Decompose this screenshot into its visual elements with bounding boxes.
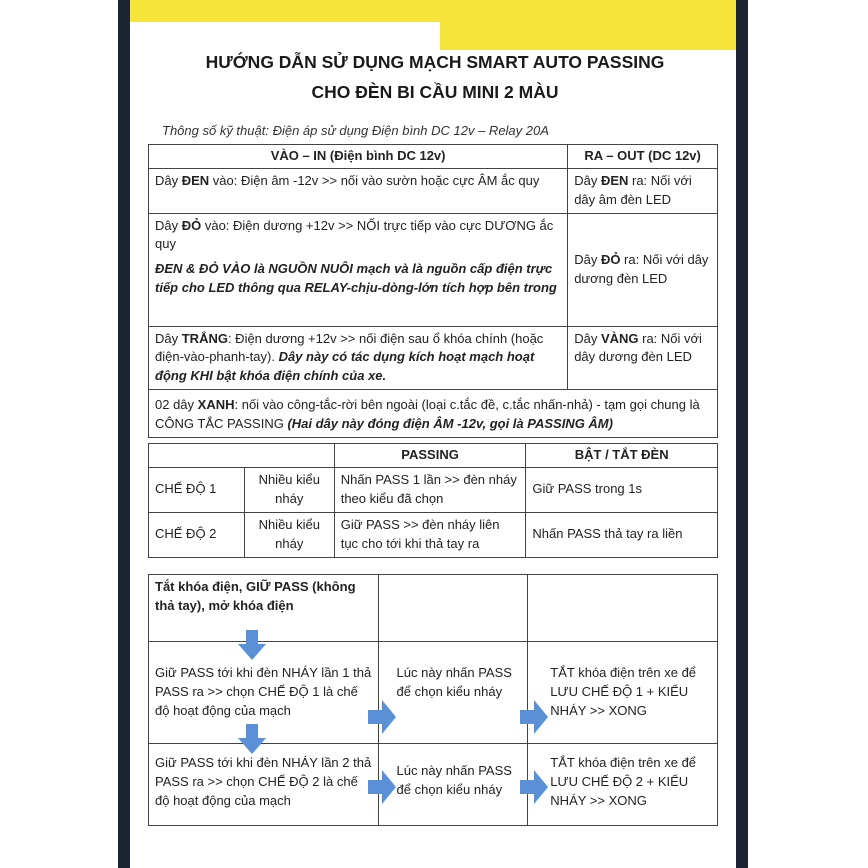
wire-red-out: Dây ĐỎ ra: Nối với dây dương đèn LED <box>568 213 718 326</box>
banner-cutout <box>130 22 440 30</box>
left-margin <box>0 0 128 868</box>
mode-onoff: Giữ PASS trong 1s <box>526 467 718 512</box>
yellow-banner-right <box>440 22 736 50</box>
table-row <box>149 642 718 744</box>
right-border <box>736 0 748 868</box>
arrow-right-icon <box>368 700 396 734</box>
table-row <box>149 744 718 826</box>
mode-kind: Nhiều kiểu nháy <box>244 512 334 557</box>
setup-table <box>148 574 718 826</box>
setup-mode1-pick: Lúc này nhấn PASS để chọn kiểu nháy <box>378 642 528 744</box>
arrow-right-icon <box>520 700 548 734</box>
mode-kind: Nhiều kiểu nháy <box>244 467 334 512</box>
mode-passing: Giữ PASS >> đèn nháy liên tục cho tới khi thả tay ra <box>334 512 526 557</box>
table-row <box>149 213 718 326</box>
wire-yellow-out: Dây VÀNG ra: Nối với dây dương đèn LED <box>568 326 718 390</box>
setup-mode2-select: Giữ PASS tới khi đèn NHÁY lần 2 thả PASS ra >> chọn CHẾ ĐỘ 2 là chế độ hoạt động của mạch <box>149 744 379 826</box>
header-passing: PASSING <box>334 444 526 468</box>
mode-onoff: Nhấn PASS thả tay ra liền <box>526 512 718 557</box>
arrow-right-icon <box>368 770 396 804</box>
table-row <box>149 512 718 557</box>
setup-step-start: Tắt khóa điện, GIỮ PASS (không thả tay), mở khóa điện <box>149 575 379 642</box>
table-row <box>149 575 718 642</box>
page-title: HƯỚNG DẪN SỬ DỤNG MẠCH SMART AUTO PASSING <box>205 52 665 72</box>
mode-passing: Nhấn PASS 1 lần >> đèn nháy theo kiểu đã chọn <box>334 467 526 512</box>
arrow-right-icon <box>520 770 548 804</box>
wire-green: 02 dây XANH: nối vào công-tắc-rời bên ngoài (loại c.tắc đề, c.tắc nhấn-nhả) - tạm gọi chung là CÔNG TẮC PASSING (Hai dây này đóng điện ÂM -12v, gọi là PASSING ÂM) <box>149 390 718 438</box>
table-row <box>149 390 718 438</box>
left-border <box>118 0 130 868</box>
spec-text: Thông số kỹ thuật: Điện áp sử dụng Điện bình DC 12v – Relay 20A <box>162 123 549 138</box>
wire-white-in: Dây TRẮNG: Điện dương +12v >> nối điện sau ổ khóa chính (hoặc điện-vào-phanh-tay). Dây này có tác dụng kích hoạt mạch hoạt động KHI bật khóa điện chính của xe. <box>149 326 568 390</box>
yellow-banner <box>130 0 736 22</box>
setup-mode2-pick: Lúc này nhấn PASS để chọn kiểu nháy <box>378 744 528 826</box>
setup-mode1-save: TẮT khóa điện trên xe để LƯU CHẾ ĐỘ 1 + KIỂU NHÁY >> XONG <box>528 642 718 744</box>
arrow-down-icon <box>238 630 266 660</box>
setup-mode2-save: TẮT khóa điện trên xe để LƯU CHẾ ĐỘ 2 + KIỂU NHÁY >> XONG <box>528 744 718 826</box>
table-row <box>149 467 718 512</box>
setup-mode1-select: Giữ PASS tới khi đèn NHÁY lần 1 thả PASS ra >> chọn CHẾ ĐỘ 1 là chế độ hoạt động của mạch <box>149 642 379 744</box>
wiring-table <box>148 144 718 438</box>
page-subtitle: CHO ĐÈN BI CẦU MINI 2 MÀU <box>311 82 559 102</box>
right-margin <box>738 0 868 868</box>
wire-black-in: Dây ĐEN vào: Điện âm -12v >> nối vào sườn hoặc cực ÂM ắc quy <box>149 168 568 213</box>
power-note: ĐEN & ĐỎ VÀO là NGUỒN NUÔI mạch và là nguồn cấp điện trực tiếp cho LED thông qua RELAY-chịu-dòng-lớn tích hợp bên trong <box>155 261 557 296</box>
table-row <box>149 168 718 213</box>
mode-name: CHẾ ĐỘ 1 <box>149 467 245 512</box>
modes-table <box>148 443 718 558</box>
wire-black-out: Dây ĐEN ra: Nối với dây âm đèn LED <box>568 168 718 213</box>
header-onoff: BẬT / TẮT ĐÈN <box>526 444 718 468</box>
table-row <box>149 326 718 390</box>
wire-red-in: Dây ĐỎ vào: Điện dương +12v >> NỐI trực tiếp vào cực DƯƠNG ắc quy ĐEN & ĐỎ VÀO là NGUỒN NUÔI mạch và là nguồn cấp điện trực tiếp cho LED thông qua RELAY-chịu-dòng-lớn tích hợp bên trong <box>149 213 568 326</box>
mode-name: CHẾ ĐỘ 2 <box>149 512 245 557</box>
header-out: RA – OUT (DC 12v) <box>568 145 718 169</box>
header-in: VÀO – IN (Điện bình DC 12v) <box>149 145 568 169</box>
arrow-down-icon <box>238 724 266 754</box>
